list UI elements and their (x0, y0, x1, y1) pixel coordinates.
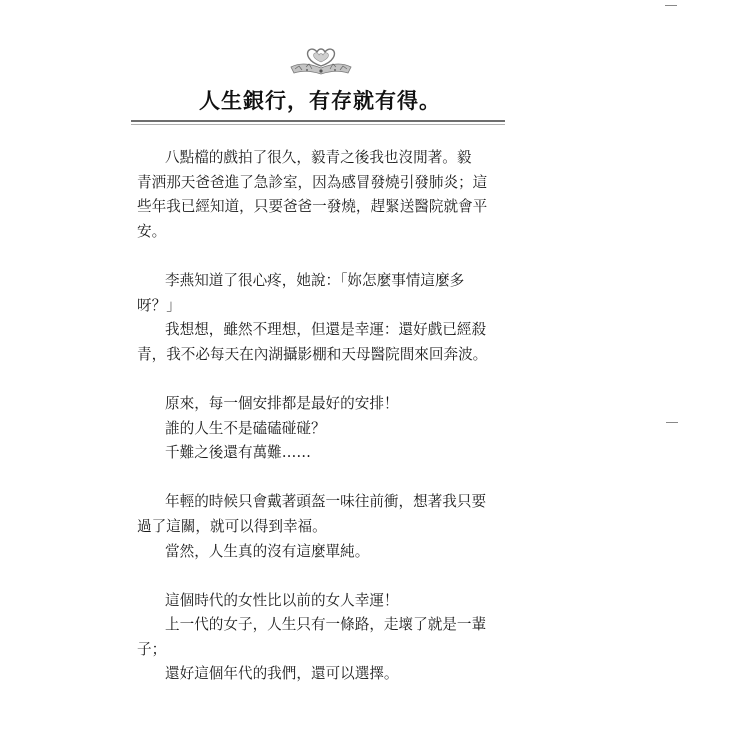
text-line: 些年我已經知道，只要爸爸一發燒，趕緊送醫院就會平 (137, 198, 488, 216)
text-line: 青，我不必每天在內湖攝影棚和天母醫院間來回奔波。 (137, 345, 488, 363)
text-line: 子； (137, 640, 167, 658)
text-line: 呀？」 (137, 296, 181, 314)
text-line: 誰的人生不是磕磕碰碰？ (165, 419, 326, 437)
paragraph (137, 269, 505, 367)
text-line: 青洒那天爸爸進了急診室，因為感冒發燒引發肺炎；這 (137, 173, 488, 191)
text-line: 我想想，雖然不理想，但還是幸運：還好戲已經殺 (165, 321, 487, 339)
paragraph (137, 490, 505, 564)
text-line: 千難之後還有萬難…… (165, 444, 311, 462)
text-line: 安。 (137, 222, 167, 240)
text-line: 這個時代的女性比以前的女人幸運！ (165, 591, 399, 609)
title-divider (131, 120, 505, 122)
page-edge-mark (665, 5, 677, 6)
text-line: 原來，每一個安排都是最好的安排！ (165, 394, 399, 412)
text-line: 當然，人生真的沒有這麼單純。 (165, 542, 370, 560)
paragraph (137, 392, 505, 466)
crown-ornament-icon (287, 42, 355, 78)
page-title: 人生銀行，有存就有得。 (199, 88, 441, 113)
title-divider (131, 124, 505, 125)
paragraph (137, 146, 505, 244)
text-line: 年輕的時候只會戴著頭盔一味往前衝，想著我只要 (165, 493, 487, 511)
page-edge-mark (666, 422, 678, 423)
text-line: 李燕知道了很心疼，她說：「妳怎麼事情這麼多 (165, 271, 465, 289)
text-line: 八點檔的戲拍了很久，毅青之後我也沒閒著。毅 (165, 149, 472, 166)
text-line: 還好這個年代的我們，還可以選擇。 (165, 665, 399, 683)
text-line: 上一代的女子，人生只有一條路，走壞了就是一輩 (165, 616, 487, 634)
text-line: 過了這關，就可以得到幸福。 (137, 517, 327, 535)
paragraph (137, 589, 505, 687)
body-text (137, 146, 505, 712)
